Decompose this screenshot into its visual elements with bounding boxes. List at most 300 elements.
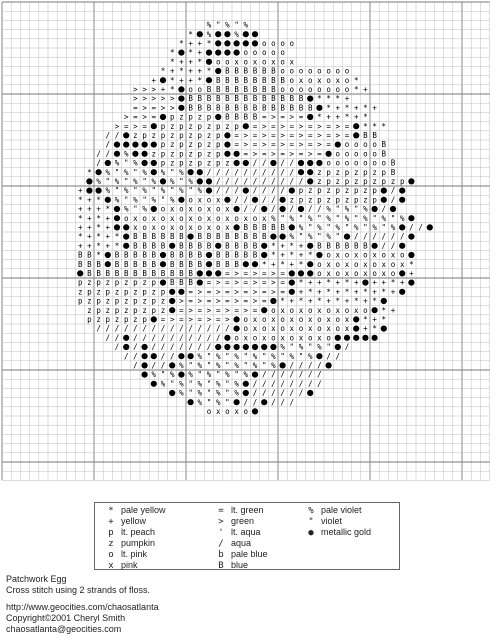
stitch-mark: o [289, 333, 295, 343]
stitch-mark: x [280, 333, 285, 343]
legend-symbol: = [218, 506, 224, 516]
stitch-mark: / [215, 177, 221, 186]
stitch-mark: % [215, 379, 221, 389]
stitch-mark: * [105, 204, 111, 214]
stitch-mark: B [243, 75, 249, 85]
stitch-mark [224, 151, 230, 157]
stitch-mark: + [409, 269, 414, 278]
stitch-mark: z [169, 140, 175, 150]
stitch-mark: z [160, 296, 166, 306]
stitch-mark: / [197, 324, 203, 334]
stitch-mark: > [151, 94, 157, 104]
stitch-mark [243, 344, 249, 350]
stitch-mark: > [271, 112, 276, 122]
stitch-mark: " [335, 204, 341, 214]
stitch-mark: o [344, 75, 350, 85]
stitch-mark: / [280, 388, 285, 398]
pattern-title: Patchwork Egg [6, 574, 67, 584]
stitch-mark: B [289, 103, 295, 113]
stitch-mark: B [160, 241, 166, 251]
stitch-mark: = [142, 121, 147, 131]
stitch-mark: o [179, 223, 184, 232]
stitch-mark: * [280, 296, 285, 306]
stitch-mark [234, 40, 240, 46]
stitch-mark: o [261, 57, 267, 67]
stitch-mark: % [271, 213, 276, 223]
stitch-mark: * [363, 112, 368, 122]
stitch-mark: * [96, 223, 101, 232]
stitch-mark: > [142, 112, 147, 122]
stitch-mark [261, 243, 267, 249]
stitch-mark: B [87, 250, 92, 260]
stitch-mark [114, 151, 120, 157]
stitch-mark: / [252, 186, 258, 196]
stitch-mark: z [188, 149, 193, 159]
stitch-mark [243, 390, 249, 396]
stitch-mark [307, 160, 313, 166]
stitch-mark: + [179, 75, 184, 85]
stitch-mark [307, 270, 313, 276]
stitch-mark: % [234, 379, 239, 389]
stitch-mark: p [372, 195, 377, 205]
stitch-mark: o [234, 333, 239, 343]
stitch-mark: B [77, 259, 83, 269]
stitch-mark: p [317, 195, 322, 205]
stitch-mark: % [179, 186, 184, 196]
stitch-mark: % [169, 177, 175, 186]
stitch-mark: o [363, 158, 368, 168]
stitch-mark: * [96, 250, 101, 260]
stitch-mark: p [123, 315, 129, 324]
stitch-mark: > [179, 296, 184, 306]
stitch-mark: * [298, 259, 304, 269]
stitch-mark: o [197, 204, 203, 214]
stitch-mark [353, 335, 359, 341]
legend-item [105, 505, 166, 516]
stitch-mark [151, 381, 157, 387]
stitch-mark: o [215, 223, 221, 232]
stitch-mark: B [197, 259, 203, 269]
stitch-mark: o [289, 39, 295, 48]
stitch-mark: o [280, 66, 285, 76]
stitch-mark [381, 326, 387, 332]
legend-symbol: x [108, 561, 114, 571]
stitch-mark: x [151, 213, 157, 223]
legend-item [105, 560, 166, 571]
stitch-mark: B [197, 232, 203, 242]
stitch-mark [86, 178, 92, 184]
stitch-mark: x [225, 204, 230, 214]
stitch-mark: = [225, 269, 230, 278]
stitch-mark: = [271, 131, 276, 140]
stitch-mark [270, 234, 276, 240]
stitch-mark: / [261, 370, 267, 380]
stitch-mark: B [225, 112, 230, 122]
stitch-mark [335, 335, 341, 341]
stitch-mark: + [77, 241, 83, 251]
legend-symbol: z [108, 539, 114, 549]
stitch-mark: o [298, 324, 304, 334]
stitch-mark: " [114, 167, 120, 177]
stitch-mark: B [243, 112, 249, 122]
stitch-mark: = [252, 131, 258, 140]
stitch-mark: * [179, 39, 184, 48]
stitch-mark [280, 362, 286, 368]
stitch-mark: " [179, 177, 184, 186]
stitch-mark: = [280, 269, 285, 278]
stitch-mark: = [280, 112, 285, 122]
stitch-mark: B [215, 85, 221, 94]
stitch-mark: = [243, 287, 249, 297]
stitch-mark: > [169, 315, 175, 324]
stitch-mark: o [363, 250, 368, 260]
stitch-mark: * [307, 250, 313, 260]
stitch-mark: z [160, 305, 166, 315]
stitch-mark [105, 261, 111, 267]
stitch-mark: / [105, 149, 111, 159]
stitch-mark [261, 307, 267, 313]
stitch-mark: x [280, 305, 285, 315]
stitch-mark: + [188, 66, 193, 76]
stitch-mark: % [271, 361, 276, 370]
stitch-mark [224, 197, 230, 203]
stitch-mark: > [197, 296, 203, 306]
stitch-mark: / [390, 241, 396, 251]
stitch-mark: > [280, 121, 285, 131]
stitch-mark: B [372, 131, 377, 140]
floss-legend [94, 502, 400, 570]
stitch-mark [234, 224, 240, 230]
stitch-mark: B [197, 94, 203, 104]
stitch-mark [224, 142, 230, 148]
stitch-mark: " [206, 361, 212, 370]
stitch-mark: B [133, 259, 138, 269]
stitch-mark: x [243, 333, 249, 343]
stitch-mark: x [326, 269, 331, 278]
stitch-mark: x [344, 324, 350, 334]
stitch-mark: + [335, 112, 341, 122]
stitch-mark: p [96, 278, 101, 288]
stitch-mark [151, 353, 157, 359]
stitch-mark: z [307, 186, 313, 196]
stitch-mark: B [344, 241, 350, 251]
stitch-mark: / [105, 333, 111, 343]
stitch-mark [289, 280, 295, 286]
stitch-mark: B [353, 241, 359, 251]
stitch-mark: p [123, 287, 129, 297]
stitch-mark: = [289, 131, 295, 140]
stitch-mark: o [271, 39, 276, 48]
stitch-mark: / [133, 351, 138, 361]
stitch-mark: + [105, 223, 111, 232]
stitch-mark: > [307, 149, 313, 159]
stitch-mark: B [261, 232, 267, 242]
stitch-mark: z [105, 278, 111, 288]
stitch-mark: B [114, 250, 120, 260]
stitch-mark: o [243, 407, 249, 416]
stitch-mark: / [390, 186, 396, 196]
stitch-mark: z [142, 296, 147, 306]
stitch-mark: * [326, 103, 331, 113]
stitch-mark: % [197, 388, 203, 398]
stitch-mark: + [353, 278, 359, 288]
stitch-mark [399, 270, 405, 276]
stitch-mark [123, 224, 129, 230]
stitch-mark: * [289, 250, 295, 260]
stitch-mark: o [188, 195, 193, 205]
stitch-mark: * [169, 48, 175, 58]
stitch-mark [206, 261, 212, 267]
stitch-mark: B [280, 75, 285, 85]
stitch-mark: > [298, 121, 304, 131]
stitch-mark [307, 178, 313, 184]
stitch-mark: / [114, 131, 120, 140]
stitch-mark: / [105, 131, 111, 140]
stitch-mark: B [197, 250, 203, 260]
stitch-mark [234, 344, 240, 350]
stitch-mark [105, 252, 111, 258]
stitch-mark: + [77, 223, 83, 232]
stitch-mark: B [243, 66, 249, 76]
stitch-mark: + [344, 296, 350, 306]
stitch-mark: > [142, 103, 147, 113]
stitch-mark: % [169, 195, 175, 205]
stitch-mark: * [344, 278, 350, 288]
stitch-mark: o [206, 195, 212, 205]
stitch-mark: / [271, 388, 276, 398]
stitch-mark: p [335, 195, 341, 205]
stitch-mark [224, 132, 230, 138]
stitch-mark: x [234, 407, 239, 416]
stitch-mark: / [142, 324, 147, 334]
stitch-mark: * [307, 287, 313, 297]
stitch-mark: = [252, 121, 258, 131]
stitch-mark: / [317, 379, 322, 389]
stitch-mark: B [280, 94, 285, 104]
stitch-mark: > [243, 131, 249, 140]
stitch-mark: B [225, 94, 230, 104]
legend-label: pale yellow [121, 505, 166, 515]
stitch-mark [224, 40, 230, 46]
stitch-mark: % [160, 167, 166, 177]
stitch-mark: % [363, 204, 368, 214]
stitch-mark: > [160, 94, 166, 104]
stitch-mark: " [363, 223, 368, 232]
stitch-mark: B [188, 269, 193, 278]
stitch-mark: B [169, 269, 175, 278]
stitch-mark: o [326, 85, 331, 94]
stitch-mark: B [206, 85, 212, 94]
stitch-mark [316, 105, 322, 111]
stitch-mark: o [280, 324, 285, 334]
stitch-mark: % [114, 195, 120, 205]
stitch-mark: B [197, 103, 203, 113]
stitch-mark: * [197, 75, 203, 85]
stitch-mark: + [280, 250, 285, 260]
stitch-mark: = [225, 278, 230, 288]
legend-item [105, 516, 166, 527]
stitch-mark: z [206, 131, 212, 140]
email-link[interactable]: chaosatlanta@geocities.com [6, 624, 122, 634]
stitch-mark: * [96, 213, 101, 223]
stitch-mark: x [234, 57, 239, 67]
stitch-mark: o [307, 66, 313, 76]
stitch-mark: z [335, 177, 341, 186]
stitch-mark: o [261, 48, 267, 58]
stitch-mark: / [160, 361, 166, 370]
stitch-mark [298, 160, 304, 166]
stitch-mark [197, 270, 203, 276]
stitch-mark: = [289, 140, 295, 150]
stitch-mark [372, 243, 378, 249]
stitch-mark: % [307, 232, 313, 242]
stitch-mark: p [399, 177, 405, 186]
stitch-mark: B [381, 149, 387, 159]
stitch-mark: x [151, 223, 157, 232]
stitch-mark: + [105, 213, 111, 223]
stitch-mark: / [271, 195, 276, 205]
stitch-mark: o [399, 250, 405, 260]
stitch-mark: > [188, 315, 193, 324]
stitch-mark: + [363, 324, 368, 334]
stitch-mark: + [77, 204, 83, 214]
stitch-mark: / [298, 370, 304, 380]
stitch-mark: p [363, 167, 368, 177]
stitch-mark: > [142, 94, 147, 104]
stitch-mark: p [160, 158, 166, 168]
stitch-mark: B [381, 140, 387, 150]
stitch-mark: x [169, 204, 175, 214]
stitch-mark: * [381, 305, 387, 315]
stitch-mark: x [390, 250, 396, 260]
website-link[interactable]: http://www.geocities.com/chaosatlanta [6, 602, 159, 612]
stitch-mark: * [87, 167, 92, 177]
stitch-mark: " [225, 361, 230, 370]
stitch-mark: z [307, 195, 313, 205]
stitch-mark: + [344, 94, 350, 104]
stitch-mark: > [271, 278, 276, 288]
stitch-mark: " [133, 186, 138, 196]
stitch-mark: = [133, 103, 138, 113]
stitch-mark: > [151, 85, 157, 94]
stitch-mark: / [252, 167, 258, 177]
stitch-mark: B [133, 250, 138, 260]
stitch-mark: " [188, 186, 193, 196]
stitch-mark [215, 50, 221, 56]
legend-label: metallic gold [321, 527, 372, 537]
stitch-mark [215, 31, 221, 37]
stitch-mark: o [271, 305, 276, 315]
stitch-mark: p [215, 158, 221, 168]
stitch-mark: / [298, 177, 304, 186]
stitch-mark [243, 40, 249, 46]
stitch-mark: B [298, 94, 304, 104]
stitch-mark: z [197, 112, 203, 122]
stitch-mark: = [197, 305, 203, 315]
legend-symbol: B [218, 561, 224, 571]
stitch-mark: * [335, 296, 341, 306]
stitch-mark: = [123, 121, 129, 131]
stitch-mark [151, 169, 157, 175]
legend-symbol: + [108, 517, 114, 527]
stitch-mark: = [206, 278, 212, 288]
stitch-mark: % [326, 204, 331, 214]
stitch-mark: " [160, 195, 166, 205]
stitch-mark: / [372, 232, 377, 242]
stitch-mark: + [87, 213, 92, 223]
stitch-mark: > [271, 149, 276, 159]
stitch-mark: " [289, 342, 295, 352]
stitch-mark: o [298, 315, 304, 324]
stitch-mark: = [289, 121, 295, 131]
stitch-mark: B [280, 223, 285, 232]
stitch-mark [132, 142, 138, 148]
stitch-mark: / [271, 177, 276, 186]
stitch-mark: B [252, 250, 258, 260]
stitch-mark [427, 224, 433, 230]
stitch-mark [326, 362, 332, 368]
stitch-mark: z [133, 287, 138, 297]
stitch-mark: / [243, 204, 249, 214]
stitch-mark [280, 206, 286, 212]
stitch-mark: z [225, 158, 230, 168]
stitch-mark: B [234, 259, 239, 269]
stitch-mark: x [271, 324, 276, 334]
stitch-mark: x [188, 204, 193, 214]
stitch-mark: % [243, 20, 249, 30]
stitch-mark: + [317, 278, 322, 288]
stitch-mark: % [197, 379, 203, 389]
stitch-mark: + [87, 223, 92, 232]
stitch-mark: " [206, 351, 212, 361]
stitch-mark: p [344, 177, 350, 186]
stitch-mark: B [188, 94, 193, 104]
stitch-mark: % [133, 195, 138, 205]
stitch-mark [298, 169, 304, 175]
stitch-mark: / [215, 167, 221, 177]
stitch-mark: / [105, 324, 111, 334]
stitch-mark: p [142, 315, 147, 324]
stitch-mark: + [363, 85, 368, 94]
stitch-mark: / [280, 379, 285, 389]
stitch-mark: / [215, 333, 221, 343]
stitch-mark: / [206, 342, 212, 352]
stitch-mark: > [243, 305, 249, 315]
stitch-mark: * [169, 57, 175, 67]
stitch-mark: p [344, 167, 350, 177]
stitch-mark: o [317, 66, 322, 76]
stitch-mark: / [261, 177, 267, 186]
stitch-mark [307, 96, 313, 102]
stitch-mark: / [307, 361, 313, 370]
stitch-mark [252, 344, 258, 350]
stitch-mark: * [298, 278, 304, 288]
stitch-mark: % [169, 370, 175, 380]
stitch-mark: p [353, 186, 359, 196]
stitch-mark [234, 206, 240, 212]
stitch-mark: % [206, 29, 212, 39]
stitch-mark: / [160, 342, 166, 352]
stitch-mark [188, 353, 194, 359]
stitch-mark: x [271, 315, 276, 324]
stitch-mark [160, 252, 166, 258]
stitch-mark: / [280, 167, 285, 177]
stitch-mark: = [344, 131, 350, 140]
stitch-mark: o [179, 204, 184, 214]
stitch-mark: / [289, 177, 295, 186]
stitch-mark: B [142, 232, 147, 242]
stitch-mark: B [188, 241, 193, 251]
